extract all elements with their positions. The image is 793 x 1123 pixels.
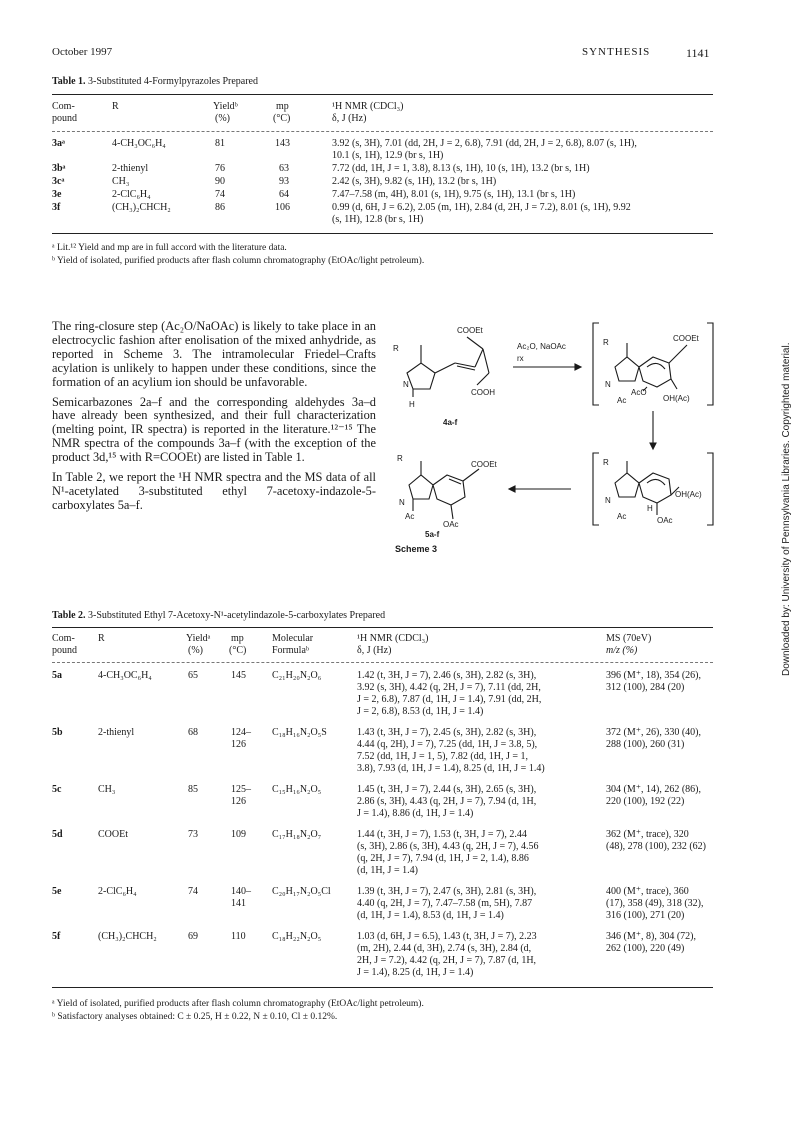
t2-head-mp-1: mp (231, 633, 244, 644)
t2-cell-r: 2-ClC₆H₄ (98, 886, 137, 897)
t2-cell-formula: C₁₈H₁₆N₂O₅S (272, 727, 327, 738)
t2-head-r: R (98, 633, 105, 644)
t2-cell-yield: 65 (188, 670, 198, 681)
body-paragraph-2: Semicarbazones 2a–f and the corresponding aldehydes 3a–d have already been synthesized, and their full characterization (melting point, IR spectra) is reported in the literature.¹²⁻¹⁵ The NMR spectra of the compounds 3a–f (with the exception of the product 3d,¹⁵ with R=COOEt) are listed in Table 1. (52, 394, 376, 465)
t2-cell-nmr: (m, 2H), 2.44 (d, 3H), 2.74 (s, 3H), 2.84 (d, (357, 943, 532, 954)
t1-cell-yield: 76 (215, 163, 225, 174)
scheme-label-n: N (403, 380, 409, 389)
table2-bottom-rule (52, 987, 713, 988)
c5-label-n: N (399, 498, 405, 507)
reagent-conditions: rx (517, 354, 524, 363)
t2-cell-nmr: J = 1.4), 8.25 (d, 1H, J = 1.4) (357, 967, 474, 978)
table1-header-rule (52, 131, 713, 132)
t1-cell-nmr: 10.1 (s, 1H), 12.9 (br s, 1H) (332, 150, 444, 161)
table2-top-rule (52, 627, 713, 628)
t2-cell-nmr: 1.42 (t, 3H, J = 7), 2.46 (s, 3H), 2.82 (s, 3H), (357, 670, 537, 681)
t2-cell-r: 2-thienyl (98, 727, 135, 738)
t2-cell-compound: 5d (52, 829, 63, 840)
table1-top-rule (52, 94, 713, 95)
t2-cell-nmr: J = 2, 6.8), 7.87 (d, 1H, J = 1.4), 7.91 (dd, 2H, (357, 694, 542, 705)
t2-cell-nmr: 1.44 (t, 3H, J = 7), 1.53 (t, 3H, J = 7), 2.44 (357, 829, 527, 840)
t1-head-compound-2: pound (52, 113, 77, 124)
table1-caption (52, 76, 258, 87)
t2-head-nmr-2: δ, J (Hz) (357, 645, 392, 656)
table1-caption-text: 3-Substituted 4-Formylpyrazoles Prepared (88, 76, 258, 87)
int2-label-ac: Ac (617, 512, 627, 521)
t2-cell-compound: 5e (52, 886, 62, 897)
running-header-journal: SYNTHESIS (582, 46, 651, 58)
t2-cell-nmr: 3.8), 7.93 (d, 1H, J = 1.4), 8.25 (d, 1H, J = 1.4) (357, 763, 545, 774)
t2-cell-mp: 126 (231, 796, 246, 807)
t2-cell-mp: 126 (231, 739, 246, 750)
t1-cell-mp: 143 (275, 138, 290, 149)
body-paragraph-3: In Table 2, we report the ¹H NMR spectra and the MS data of all N¹-acetylated 3-substituted ethyl 7-acetoxy-indazole-5-carboxylates 5a–f. (52, 470, 376, 512)
t2-cell-ms: (48), 278 (100), 232 (62) (606, 841, 706, 852)
t2-cell-ms: 304 (M⁺, 14), 262 (86), (606, 784, 701, 795)
t1-cell-r: 2-ClC₆H₄ (112, 189, 151, 200)
t2-cell-r: (CH₃)₂CHCH₂ (98, 931, 157, 942)
int1-label-ac: Ac (617, 396, 627, 405)
t1-cell-r: CH₃ (112, 176, 130, 187)
reagent-label: Ac₂O, NaOAc (517, 342, 566, 351)
t2-cell-nmr: 7.52 (dd, 1H, J = 1, 5), 7.82 (dd, 1H, J = 1, (357, 751, 528, 762)
t2-cell-yield: 73 (188, 829, 198, 840)
t2-cell-ms: 400 (M⁺, trace), 360 (606, 886, 689, 897)
int2-label-h: H (647, 504, 653, 513)
t2-cell-mp: 141 (231, 898, 246, 909)
t2-cell-ms: 396 (M⁺, 18), 354 (26), (606, 670, 701, 681)
t2-cell-nmr: 2H, J = 7.2), 4.42 (q, 2H, J = 7), 7.87 (d, 1H, (357, 955, 537, 966)
t2-head-ms-1: MS (70eV) (606, 633, 652, 644)
t1-cell-nmr: 7.72 (dd, 1H, J = 1, 3.8), 8.13 (s, 1H), 10 (s, 1H), 13.2 (br s, 1H) (332, 163, 590, 174)
t1-head-mp-2: (°C) (273, 113, 291, 124)
t2-cell-formula: C₁₈H₂₂N₂O₅ (272, 931, 322, 942)
t1-cell-yield: 90 (215, 176, 225, 187)
t2-cell-ms: 288 (100), 260 (31) (606, 739, 685, 750)
t2-cell-r: COOEt (98, 829, 128, 840)
t2-head-mp-2: (°C) (229, 645, 247, 656)
t1-cell-nmr: 2.42 (s, 3H), 9.82 (s, 1H), 13.2 (br s, 1H) (332, 176, 497, 187)
int2-label-ohac: OH(Ac) (675, 490, 702, 499)
t2-head-yield-1: Yieldᵃ (186, 633, 211, 644)
t2-cell-r: 4-CH₃OC₆H₄ (98, 670, 152, 681)
table2-footnote-a: ᵃ Yield of isolated, purified products after flash column chromatography (EtOAc/light petroleum). (52, 999, 424, 1009)
scheme-label-r: R (393, 344, 399, 353)
t1-head-compound-1: Com- (52, 101, 75, 112)
t1-cell-nmr: 7.47–7.58 (m, 4H), 8.01 (s, 1H), 9.75 (s, 1H), 13.1 (br s, 1H) (332, 189, 576, 200)
t2-cell-nmr: (q, 2H, J = 7), 7.94 (d, 1H, J = 2, 1.4), 8.86 (357, 853, 529, 864)
int2-label-n: N (605, 496, 611, 505)
t1-cell-mp: 93 (279, 176, 289, 187)
t1-cell-r: 4-CH₃OC₆H₄ (112, 138, 166, 149)
t2-cell-nmr: J = 2, 6.8), 8.53 (d, 1H, J = 1.4) (357, 706, 484, 717)
t1-head-nmr-1: ¹H NMR (CDCl₃) (332, 101, 404, 112)
scheme-caption: Scheme 3 (395, 544, 438, 554)
t1-head-nmr-2: δ, J (Hz) (332, 113, 367, 124)
scheme-3-figure (385, 315, 720, 575)
int2-label-oac: OAc (657, 516, 673, 525)
int1-label-n: N (605, 380, 611, 389)
t1-cell-nmr: 0.99 (d, 6H, J = 6.2), 2.05 (m, 1H), 2.84 (d, 2H, J = 7.2), 8.01 (s, 1H), 9.92 (332, 202, 631, 213)
table1-bottom-rule (52, 233, 713, 234)
compound-4-label: 4a-f (443, 418, 458, 427)
t1-cell-r: 2-thienyl (112, 163, 149, 174)
t2-cell-yield: 68 (188, 727, 198, 738)
page-number: 1141 (686, 46, 710, 60)
table1-footnote-b: ᵇ Yield of isolated, purified products after flash column chromatography (EtOAc/light petroleum). (52, 256, 425, 266)
t2-cell-mp: 124– (231, 727, 251, 738)
t2-cell-nmr: (s, 3H), 2.86 (s, 3H), 4.43 (q, 2H, J = 7), 4.56 (357, 841, 539, 852)
compound-5-label: 5a-f (425, 530, 440, 539)
intermediate-1-structure (615, 343, 687, 391)
c5-label-r: R (397, 454, 403, 463)
table1-caption-label: Table 1. (52, 76, 86, 87)
t2-cell-ms: 372 (M⁺, 26), 330 (40), (606, 727, 701, 738)
int1-label-cooet: COOEt (673, 334, 699, 343)
t2-head-formula-1: Molecular (272, 633, 314, 644)
t1-cell-compound: 3bᵃ (52, 163, 66, 174)
t2-cell-compound: 5b (52, 727, 63, 738)
t1-cell-yield: 74 (215, 189, 225, 200)
scheme-label-cooet: COOEt (457, 326, 483, 335)
t2-cell-nmr: 1.39 (t, 3H, J = 7), 2.47 (s, 3H), 2.81 (s, 3H), (357, 886, 537, 897)
t1-cell-r: (CH₃)₂CHCH₂ (112, 202, 171, 213)
t1-cell-compound: 3cᵃ (52, 176, 65, 187)
c5-label-oac: OAc (443, 520, 459, 529)
t1-cell-yield: 86 (215, 202, 225, 213)
body-column (52, 320, 376, 519)
t2-cell-yield: 74 (188, 886, 198, 897)
t2-cell-nmr: 4.44 (q, 2H), J = 7), 7.25 (dd, 1H, J = 3.8, 5), (357, 739, 538, 750)
body-paragraph-1: The ring-closure step (Ac₂O/NaOAc) is likely to take place in an electrocyclic fashion after enolisation of the mixed anhydride, as reported in Scheme 3. The intramolecular Friedel–Crafts acylation is unlikely to happen under these conditions, since the formation of an acylium ion should be unfavorable. (52, 319, 376, 389)
t1-cell-mp: 64 (279, 189, 289, 200)
t2-cell-nmr: 2.86 (s, 3H), 4.43 (q, 2H, J = 7), 7.94 (d, 1H, (357, 796, 537, 807)
t2-cell-mp: 109 (231, 829, 246, 840)
t1-cell-compound: 3f (52, 202, 61, 213)
t2-cell-yield: 85 (188, 784, 198, 795)
t2-cell-nmr: (d, 1H, J = 1.4) (357, 865, 418, 876)
t1-cell-mp: 63 (279, 163, 289, 174)
t2-cell-compound: 5c (52, 784, 62, 795)
t2-cell-nmr: 1.45 (t, 3H, J = 7), 2.44 (s, 3H), 2.65 (s, 3H), (357, 784, 537, 795)
t2-cell-yield: 69 (188, 931, 198, 942)
table2-caption (52, 610, 385, 621)
t1-head-yield-2: (%) (215, 113, 230, 124)
scheme-label-cooh: COOH (471, 388, 495, 397)
int1-label-aco: AcO (631, 388, 647, 397)
t2-cell-ms: 316 (100), 271 (20) (606, 910, 685, 921)
t2-cell-ms: 220 (100), 192 (22) (606, 796, 685, 807)
int1-label-ohac: OH(Ac) (663, 394, 690, 403)
t2-cell-ms: (17), 358 (49), 318 (32), (606, 898, 704, 909)
t2-cell-formula: C₂₁H₂₀N₂O₆ (272, 670, 322, 681)
t1-cell-compound: 3e (52, 189, 62, 200)
t2-cell-nmr: 1.03 (d, 6H, J = 6.5), 1.43 (t, 3H, J = 7), 2.23 (357, 931, 537, 942)
t1-cell-nmr: (s, 1H), 12.8 (br s, 1H) (332, 214, 424, 225)
t1-head-r: R (112, 101, 119, 112)
t1-head-mp-1: mp (276, 101, 289, 112)
table2-caption-label: Table 2. (52, 610, 86, 621)
download-notice: Downloaded by: University of Pennsylvania Libraries. Copyrighted material. (781, 342, 792, 676)
t2-head-formula-2: Formulaᵇ (272, 645, 309, 656)
compound-5-structure (409, 461, 479, 519)
t2-cell-nmr: 4.40 (q, 2H, J = 7), 7.47–7.58 (m, 5H), 7.87 (357, 898, 533, 909)
scheme-label-h: H (409, 400, 415, 409)
t2-cell-ms: 346 (M⁺, 8), 304 (72), (606, 931, 696, 942)
int2-label-r: R (603, 458, 609, 467)
running-header-date: October 1997 (52, 46, 113, 58)
t2-head-nmr-1: ¹H NMR (CDCl₃) (357, 633, 429, 644)
c5-label-cooet: COOEt (471, 460, 497, 469)
table2-header-rule (52, 662, 713, 663)
t2-cell-mp: 145 (231, 670, 246, 681)
table2-caption-text: 3-Substituted Ethyl 7-Acetoxy-N¹-acetylindazole-5-carboxylates Prepared (88, 610, 386, 621)
t2-cell-formula: C₁₅H₁₆N₂O₅ (272, 784, 322, 795)
t2-cell-nmr: (d, 1H, J = 1.4), 8.53 (d, 1H, J = 1.4) (357, 910, 504, 921)
t2-head-ms-2: m/z (%) (606, 645, 638, 656)
t2-head-compound-1: Com- (52, 633, 75, 644)
c5-label-ac: Ac (405, 512, 415, 521)
t2-cell-compound: 5f (52, 931, 61, 942)
t2-cell-ms: 312 (100), 284 (20) (606, 682, 685, 693)
t2-cell-nmr: 3.92 (s, 3H), 4.42 (q, 2H, J = 7), 7.11 (dd, 2H, (357, 682, 541, 693)
t2-head-compound-2: pound (52, 645, 77, 656)
t1-cell-compound: 3aᵃ (52, 138, 65, 149)
t2-cell-nmr: J = 1.4), 8.86 (d, 1H, J = 1.4) (357, 808, 474, 819)
t1-cell-nmr: 3.92 (s, 3H), 7.01 (dd, 2H, J = 2, 6.8), 7.91 (dd, 2H, J = 2, 6.8), 8.07 (s, 1H), (332, 138, 637, 149)
t1-head-yield-1: Yieldᵇ (213, 101, 238, 112)
t1-cell-mp: 106 (275, 202, 290, 213)
int1-label-r: R (603, 338, 609, 347)
table1-footnote-a: ᵃ Lit.¹² Yield and mp are in full accord with the literature data. (52, 243, 287, 253)
t2-cell-r: CH₃ (98, 784, 116, 795)
t2-cell-formula: C₂₀H₁₇N₂O₅Cl (272, 886, 331, 897)
t1-cell-yield: 81 (215, 138, 225, 149)
t2-cell-mp: 125– (231, 784, 251, 795)
t2-cell-mp: 110 (231, 931, 246, 942)
t2-head-yield-2: (%) (188, 645, 203, 656)
t2-cell-formula: C₁₇H₁₈N₂O₇ (272, 829, 322, 840)
table2-footnote-b: ᵇ Satisfactory analyses obtained: C ± 0.25, H ± 0.22, N ± 0.10, Cl ± 0.12%. (52, 1012, 338, 1022)
t2-cell-mp: 140– (231, 886, 251, 897)
t2-cell-compound: 5a (52, 670, 62, 681)
t2-cell-nmr: 1.43 (t, 3H, J = 7), 2.45 (s, 3H), 2.82 (s, 3H), (357, 727, 537, 738)
t2-cell-ms: 362 (M⁺, trace), 320 (606, 829, 689, 840)
t2-cell-ms: 262 (100), 220 (49) (606, 943, 685, 954)
